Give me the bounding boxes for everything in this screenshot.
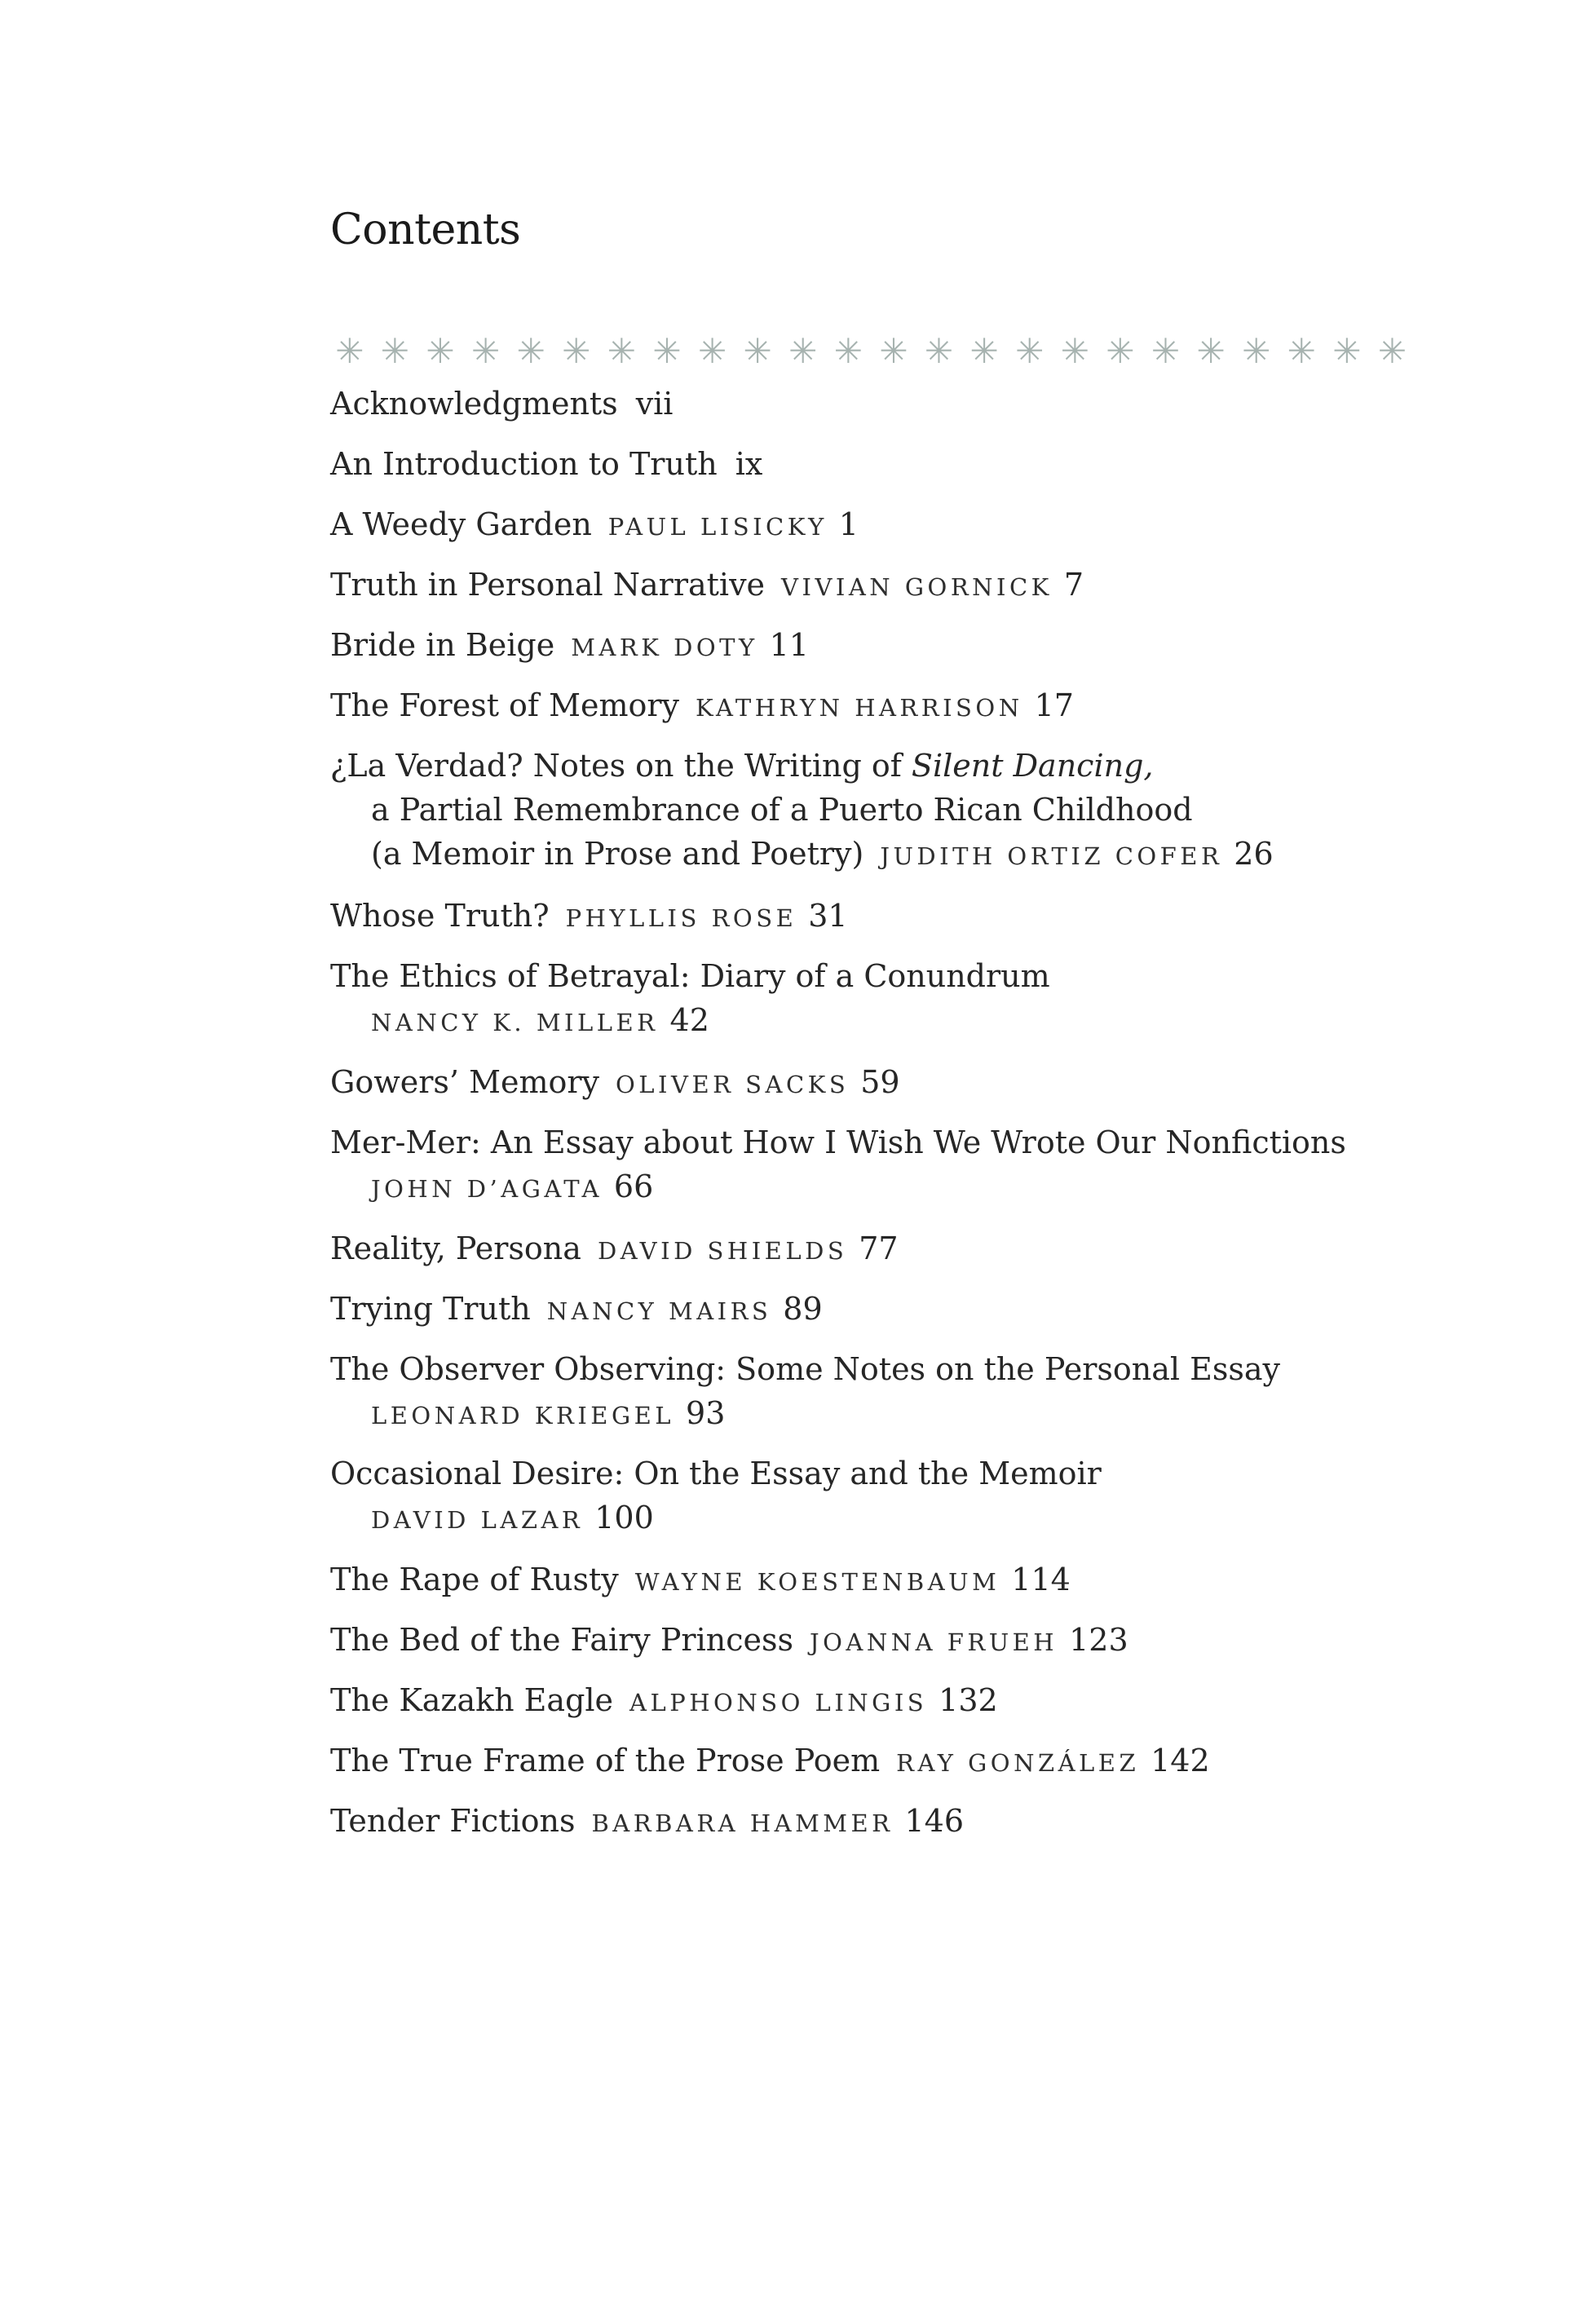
page-number: 17 — [1034, 687, 1074, 723]
page-number: 66 — [613, 1169, 654, 1204]
asterisk-ornament-icon: ✳ — [516, 331, 545, 371]
entry-author: BARBARA HAMMER — [591, 1809, 894, 1837]
entry-title: Truth in Personal Narrative — [330, 567, 766, 603]
page-number: 89 — [783, 1291, 823, 1327]
entry-title: The Forest of Memory — [330, 687, 680, 723]
entry-title: Tender Fictions — [330, 1803, 576, 1839]
entry-title: Whose Truth? — [330, 898, 550, 934]
entry-author: JOANNA FRUEH — [809, 1628, 1058, 1656]
asterisk-ornament-icon: ✳ — [380, 331, 409, 371]
page-number: 31 — [808, 898, 848, 934]
asterisk-ornament-icon: ✳ — [426, 331, 455, 371]
asterisk-ornament-icon: ✳ — [1151, 331, 1181, 371]
entry-author: DAVID LAZAR — [371, 1506, 584, 1534]
entry-author: WAYNE KOESTENBAUM — [634, 1568, 1000, 1596]
entry-title-line-1: ¿La Verdad? Notes on the Writing of Silent Dancing, — [330, 748, 1154, 784]
toc-entry-gowers-memory[interactable] — [330, 1060, 900, 1107]
toc-entry-mer-mer[interactable] — [330, 1120, 1346, 1211]
entry-author: JOHN D’AGATA — [371, 1175, 603, 1203]
entry-author: VIVIAN GORNICK — [781, 573, 1053, 601]
toc-entry-tender-fictions[interactable] — [330, 1799, 964, 1845]
entry-author: NANCY MAIRS — [546, 1297, 772, 1325]
asterisk-ornament-icon: ✳ — [969, 331, 999, 371]
ornament-divider — [327, 331, 1415, 371]
asterisk-ornament-icon: ✳ — [833, 331, 863, 371]
page-number: 114 — [1011, 1562, 1071, 1597]
toc-entry-ethics-of-betrayal[interactable] — [330, 954, 1050, 1045]
italic-book-title: Silent Dancing, — [911, 748, 1154, 784]
toc-entry-true-frame-prose-poem[interactable] — [330, 1739, 1210, 1785]
page-number: 26 — [1234, 836, 1274, 872]
entry-author: PAUL LISICKY — [607, 513, 828, 541]
page-number: 77 — [859, 1230, 899, 1266]
toc-entry-reality-persona[interactable] — [330, 1226, 899, 1273]
asterisk-ornament-icon: ✳ — [788, 331, 818, 371]
entry-author: PHYLLIS ROSE — [565, 904, 797, 932]
entry-title: Reality, Persona — [330, 1230, 581, 1266]
entry-title: The True Frame of the Prose Poem — [330, 1743, 881, 1778]
asterisk-ornament-icon: ✳ — [924, 331, 954, 371]
asterisk-ornament-icon: ✳ — [879, 331, 908, 371]
page-number: 123 — [1069, 1622, 1128, 1658]
toc-entry-weedy-garden[interactable] — [330, 502, 859, 549]
toc-entry-occasional-desire[interactable] — [330, 1451, 1102, 1542]
entry-author: OLIVER SACKS — [616, 1071, 850, 1098]
asterisk-ornament-icon: ✳ — [652, 331, 682, 371]
asterisk-ornament-icon: ✳ — [743, 331, 772, 371]
asterisk-ornament-icon: ✳ — [607, 331, 636, 371]
entry-title: The Observer Observing: Some Notes on the Personal Essay — [330, 1351, 1280, 1387]
page-number: 1 — [838, 506, 859, 542]
page-number: 132 — [939, 1682, 998, 1718]
entry-title-line-2: a Partial Remembrance of a Puerto Rican Childhood — [371, 792, 1193, 828]
entry-author: ALPHONSO LINGIS — [629, 1689, 928, 1716]
page-number: 7 — [1063, 567, 1084, 603]
toc-entry-acknowledgments[interactable] — [330, 382, 673, 426]
asterisk-ornament-icon: ✳ — [335, 331, 364, 371]
entry-title: The Ethics of Betrayal: Diary of a Conundrum — [330, 958, 1050, 994]
toc-entry-trying-truth[interactable] — [330, 1287, 823, 1333]
page-number: 42 — [669, 1002, 709, 1038]
toc-entry-bed-of-fairy-princess[interactable] — [330, 1618, 1128, 1664]
entry-author: NANCY K. MILLER — [371, 1009, 659, 1036]
entry-title: The Kazakh Eagle — [330, 1682, 614, 1718]
asterisk-ornament-icon: ✳ — [1332, 331, 1362, 371]
toc-entry-truth-personal-narrative[interactable] — [330, 563, 1084, 609]
page-number: 93 — [686, 1395, 726, 1431]
asterisk-ornament-icon: ✳ — [1060, 331, 1089, 371]
entry-title: Bride in Beige — [330, 627, 555, 663]
page-number: vii — [635, 386, 674, 422]
entry-title: An Introduction to Truth — [330, 446, 718, 482]
asterisk-ornament-icon: ✳ — [1242, 331, 1271, 371]
toc-entry-rape-of-rusty[interactable] — [330, 1557, 1071, 1604]
entry-title: Gowers’ Memory — [330, 1064, 600, 1100]
entry-title: Trying Truth — [330, 1291, 531, 1327]
entry-title: The Bed of the Fairy Princess — [330, 1622, 793, 1658]
entry-author: KATHRYN HARRISON — [696, 694, 1023, 722]
page-number: 146 — [904, 1803, 964, 1839]
toc-entry-la-verdad[interactable] — [330, 744, 1274, 878]
asterisk-ornament-icon: ✳ — [697, 331, 727, 371]
entry-author: LEONARD KRIEGEL — [371, 1402, 675, 1429]
asterisk-ornament-icon: ✳ — [1015, 331, 1045, 371]
entry-title: A Weedy Garden — [330, 506, 592, 542]
entry-title: Occasional Desire: On the Essay and the Memoir — [330, 1456, 1102, 1491]
asterisk-ornament-icon: ✳ — [1377, 331, 1407, 371]
asterisk-ornament-icon: ✳ — [1287, 331, 1316, 371]
toc-entry-bride-in-beige[interactable] — [330, 623, 809, 669]
toc-entry-introduction[interactable] — [330, 442, 762, 486]
page-number: 142 — [1151, 1743, 1210, 1778]
asterisk-ornament-icon: ✳ — [1196, 331, 1226, 371]
asterisk-ornament-icon: ✳ — [470, 331, 501, 371]
entry-author: RAY GONZÁLEZ — [896, 1749, 1140, 1777]
toc-entry-observer-observing[interactable] — [330, 1347, 1280, 1438]
entry-author: JUDITH ORTIZ COFER — [880, 842, 1223, 870]
asterisk-ornament-icon: ✳ — [562, 331, 591, 371]
entry-author: DAVID SHIELDS — [597, 1237, 848, 1265]
page-title: Contents — [330, 205, 521, 254]
entry-author: MARK DOTY — [571, 634, 758, 661]
page-number: 11 — [769, 627, 809, 663]
asterisk-ornament-icon: ✳ — [1106, 331, 1135, 371]
page-number: 100 — [594, 1500, 654, 1535]
toc-entry-forest-of-memory[interactable] — [330, 683, 1074, 730]
toc-entry-whose-truth[interactable] — [330, 894, 848, 940]
page-number: ix — [735, 446, 763, 482]
entry-title: The Rape of Rusty — [330, 1562, 619, 1597]
toc-entry-kazakh-eagle[interactable] — [330, 1678, 998, 1725]
entry-title: Mer-Mer: An Essay about How I Wish We Wrote Our Nonfictions — [330, 1124, 1346, 1160]
page-number: 59 — [860, 1064, 900, 1100]
entry-title: Acknowledgments — [330, 386, 618, 422]
entry-title-line-3: (a Memoir in Prose and Poetry) JUDITH ORTIZ COFER 26 — [371, 836, 1274, 872]
